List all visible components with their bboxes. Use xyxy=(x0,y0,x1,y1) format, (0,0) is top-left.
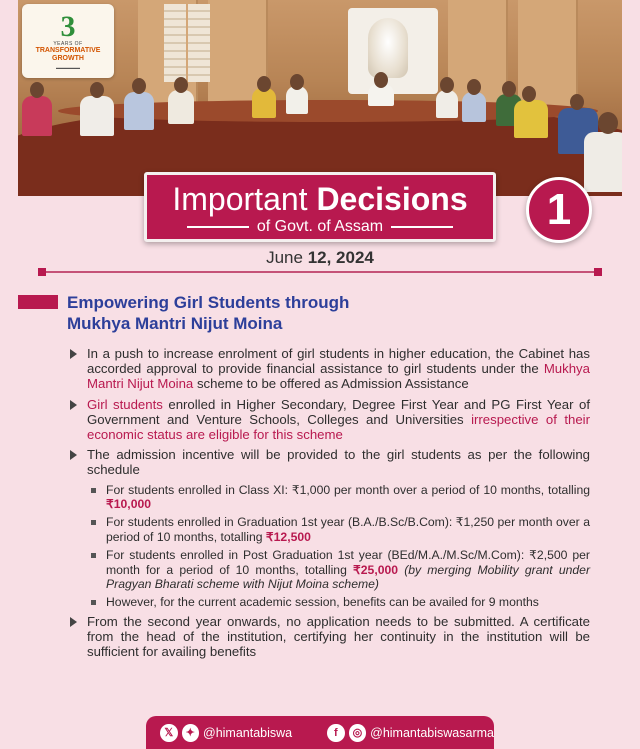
square-bullet-icon xyxy=(91,520,96,525)
badge-number: 3 xyxy=(60,9,76,43)
section-heading xyxy=(67,292,487,334)
mobility-grant-note: (by merging Mobility grant under Pragyan Bharati scheme with Nijut Moina scheme) xyxy=(106,562,591,592)
square-bullet-icon xyxy=(91,600,96,605)
badge-tagline-graphic: ▬▬▬▬▬▬ xyxy=(56,64,80,70)
divider-line xyxy=(42,271,598,273)
social-footer xyxy=(146,716,494,749)
section-marker xyxy=(18,295,58,309)
date-day-year: 12, 2024 xyxy=(307,248,374,267)
triangle-bullet-icon xyxy=(70,617,77,627)
amount-highlight: ₹10,000 xyxy=(106,497,152,512)
x-twitter-icon[interactable]: 𝕏 xyxy=(160,724,178,742)
decision-number-badge: 1 xyxy=(526,177,592,243)
badge-line1: TRANSFORMATIVE xyxy=(35,46,101,54)
list-item: The admission incentive will be provided to the girl students as per the following schedule xyxy=(70,447,590,477)
list-item: In a push to increase enrolment of girl students in higher education, the Cabinet has accorded approval to provide financial assistance to girl students under the Mukhya Mantri Nijut Moina scheme to be offered as Admission Assistance xyxy=(70,346,590,392)
scheme-name-highlight: Mukhya Mantri Nijut Moina xyxy=(87,361,590,392)
amount-highlight: ₹25,000 xyxy=(353,562,399,577)
amount-highlight: ₹12,500 xyxy=(265,529,311,544)
heading-line2: Mukhya Mantri Nijut Moina xyxy=(67,314,283,333)
title-word1: Important xyxy=(172,181,308,217)
sub-list-item: However, for the current academic session, benefits can be availed for 9 months xyxy=(87,595,590,609)
instagram-icon[interactable]: ◎ xyxy=(349,724,367,742)
divider-cap-left xyxy=(38,268,46,276)
title-box xyxy=(144,172,496,242)
subtitle-rule-left xyxy=(187,226,249,228)
divider-cap-right xyxy=(594,268,602,276)
list-item: Girl students enrolled in Higher Secondary, Degree First Year and PG First Year of Government and Venture Schools, Colleges and Universities irrespective of their economic status are eligible for this scheme xyxy=(70,397,590,443)
handle-facebook-instagram[interactable]: @himantabiswasarma xyxy=(370,725,494,740)
triangle-bullet-icon xyxy=(70,450,77,460)
handle-twitter[interactable]: @himantabiswa xyxy=(203,725,293,740)
badge-years-of: YEARS OF xyxy=(53,40,83,47)
page-subtitle: of Govt. of Assam xyxy=(256,218,384,235)
subtitle-rule-right xyxy=(391,226,453,228)
badge-line2: GROWTH xyxy=(52,54,84,62)
square-bullet-icon xyxy=(91,553,96,558)
triangle-bullet-icon xyxy=(70,349,77,359)
square-bullet-icon xyxy=(91,488,96,493)
date xyxy=(0,248,640,268)
facebook-icon[interactable]: f xyxy=(327,724,345,742)
triangle-bullet-icon xyxy=(70,400,77,410)
sub-list-item: For students enrolled in Class XI: ₹1,000 per month over a period of 10 months, totalling ₹10,000 xyxy=(87,483,590,512)
sub-list-item: For students enrolled in Graduation 1st year (B.A./B.Sc/B.Com): ₹1,250 per month over a period of 10 months, totalling ₹12,500 xyxy=(87,515,590,544)
content-list xyxy=(70,346,590,664)
page-title xyxy=(147,181,493,217)
subtitle-row xyxy=(147,218,493,236)
list-item: From the second year onwards, no application needs to be submitted. A certificate from the head of the institution, certifying her continuity in the institution will be sufficient for availing benefits xyxy=(70,614,590,660)
eligibility-highlight: irrespective of their economic status are eligible for this scheme xyxy=(87,411,590,443)
sub-list-item: For students enrolled in Post Graduation 1st year (BEd/M.A./M.Sc/M.Com): ₹2,500 per month for a period of 10 months, totalling ₹25,000 (by merging Mobility grant under Pragyan Bharati scheme with Nijut Moina scheme) xyxy=(87,548,590,591)
girl-students-highlight: Girl students xyxy=(87,396,163,412)
title-word2: Decisions xyxy=(316,181,468,217)
date-month: June xyxy=(266,248,303,267)
anniversary-badge xyxy=(22,4,114,78)
koo-bird-icon[interactable]: ✦ xyxy=(182,724,200,742)
heading-line1: Empowering Girl Students through xyxy=(67,293,350,312)
